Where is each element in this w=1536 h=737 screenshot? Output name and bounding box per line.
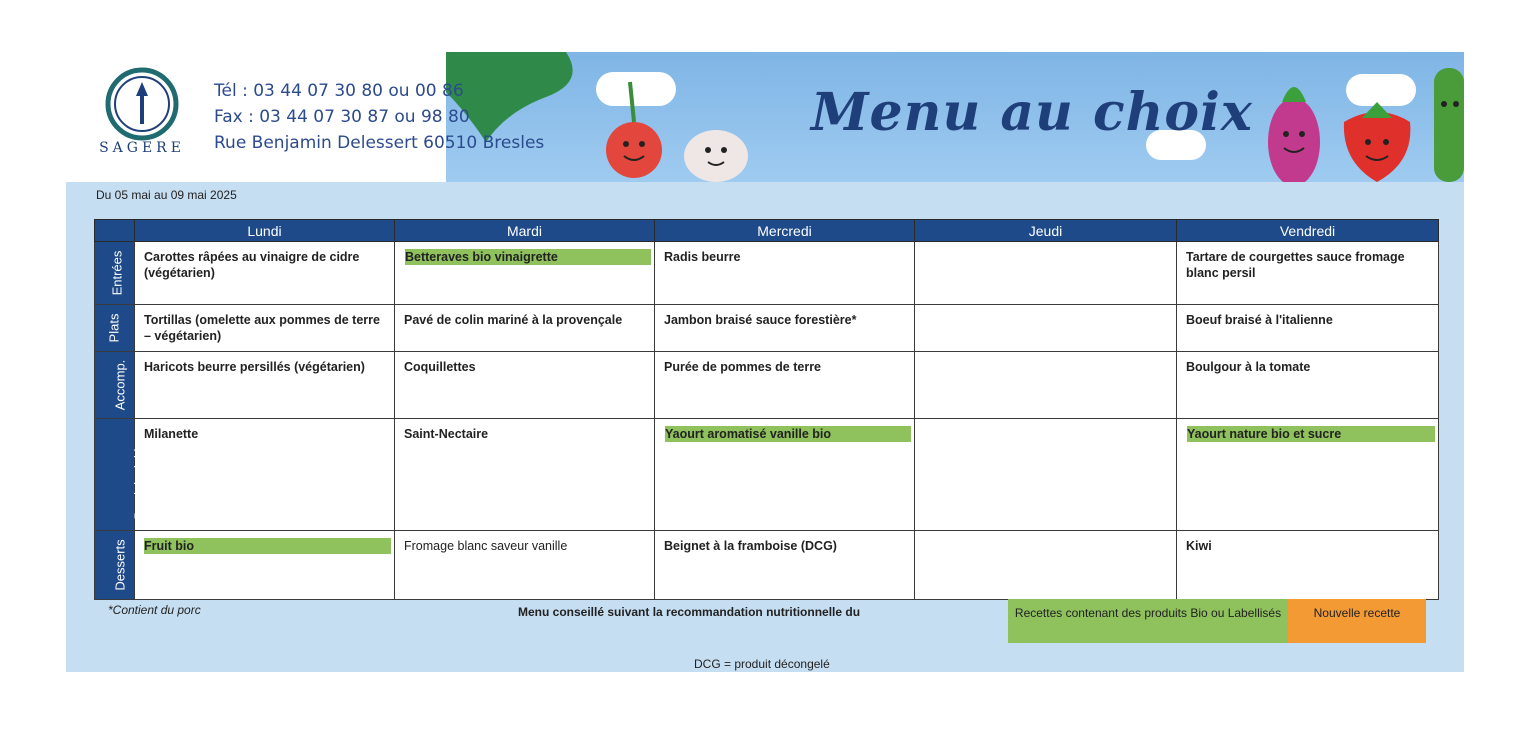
legend-new-recipe: Nouvelle recette xyxy=(1288,599,1426,643)
menu-cell xyxy=(915,352,1177,419)
dish-text-bio: Fruit bio xyxy=(144,538,391,554)
menu-cell xyxy=(655,419,915,531)
dish-text: Carottes râpées au vinaigre de cidre (végétarien) xyxy=(144,250,360,280)
menu-cell xyxy=(135,419,395,531)
menu-cell xyxy=(915,242,1177,305)
dish-text: Boeuf braisé à l'italienne xyxy=(1186,313,1333,327)
address-line: Rue Benjamin Delessert 60510 Bresles xyxy=(214,133,545,153)
pork-note: *Contient du porc xyxy=(108,603,201,617)
day-header-mardi: Mardi xyxy=(395,220,655,242)
menu-cell xyxy=(135,242,395,305)
menu-cell xyxy=(135,352,395,419)
dcg-note: DCG = produit décongelé xyxy=(694,657,830,671)
dish-text: Saint-Nectaire xyxy=(404,427,489,441)
dish-text: Pavé de colin mariné à la provençale xyxy=(404,313,623,327)
day-header-mercredi: Mercredi xyxy=(655,220,915,242)
dish-text: Kiwi xyxy=(1186,539,1212,553)
menu-cell xyxy=(1177,305,1439,352)
fax-line: Fax : 03 44 07 30 87 ou 98 80 xyxy=(214,107,470,127)
dish-text: Beignet à la framboise (DCG) xyxy=(664,539,837,553)
table-row xyxy=(95,419,1439,531)
row-label-text: Desserts xyxy=(112,539,128,591)
legend-bio: Recettes contenant des produits Bio ou Labellisés xyxy=(1008,599,1288,643)
recommendation-note: Menu conseillé suivant la recommandation nutritionnelle du xyxy=(518,605,861,619)
table-row xyxy=(95,531,1439,600)
row-label-entrees xyxy=(95,242,135,305)
contact-block xyxy=(214,78,544,156)
dish-text: Coquillettes xyxy=(404,360,476,374)
row-label-desserts xyxy=(95,531,135,600)
menu-table xyxy=(94,219,1439,600)
dish-text: Milanette xyxy=(144,427,199,441)
dish-text: Tortillas (omelette aux pommes de terre – végétarien) xyxy=(144,313,380,343)
row-label-text: Plats xyxy=(106,313,122,343)
page-title: Menu au choix xyxy=(811,82,1253,143)
dish-text: Jambon braisé sauce forestière* xyxy=(664,313,857,327)
row-label-text: Produits laitiers xyxy=(131,430,147,519)
row-label-text: Accomp. xyxy=(112,359,128,411)
dish-text: Haricots beurre persillés (végétarien) xyxy=(144,360,365,374)
menu-cell xyxy=(655,305,915,352)
day-header-jeudi: Jeudi xyxy=(915,220,1177,242)
menu-cell xyxy=(655,531,915,600)
table-row xyxy=(95,242,1439,305)
sagere-logo xyxy=(96,64,188,156)
menu-cell xyxy=(915,305,1177,352)
menu-cell xyxy=(395,419,655,531)
menu-cell xyxy=(395,352,655,419)
dish-text-bio: Yaourt aromatisé vanille bio xyxy=(665,426,911,442)
dish-text-bio: Betteraves bio vinaigrette xyxy=(405,249,651,265)
menu-cell xyxy=(915,419,1177,531)
table-row xyxy=(95,305,1439,352)
menu-period: Du 05 mai au 09 mai 2025 xyxy=(96,188,237,202)
menu-cell xyxy=(1177,352,1439,419)
menu-cell xyxy=(1177,531,1439,600)
day-header-lundi: Lundi xyxy=(135,220,395,242)
row-label-produits-laitiers xyxy=(95,419,147,531)
menu-cell xyxy=(395,531,655,600)
table-row xyxy=(95,352,1439,419)
menu-cell xyxy=(655,242,915,305)
row-label-plats xyxy=(95,305,135,352)
day-header-vendredi: Vendredi xyxy=(1177,220,1439,242)
menu-cell xyxy=(655,352,915,419)
header-banner xyxy=(66,52,1464,182)
menu-cell xyxy=(1177,242,1439,305)
menu-cell xyxy=(915,531,1177,600)
dish-text: Purée de pommes de terre xyxy=(664,360,822,374)
menu-cell xyxy=(135,305,395,352)
logo-text: SAGERE xyxy=(99,140,185,156)
dish-text: Fromage blanc saveur vanille xyxy=(404,539,568,553)
table-corner xyxy=(95,220,135,242)
menu-cell xyxy=(1177,419,1439,531)
menu-cell xyxy=(135,531,395,600)
dish-text-bio: Yaourt nature bio et sucre xyxy=(1187,426,1435,442)
menu-cell xyxy=(395,242,655,305)
row-label-accomp xyxy=(95,352,135,419)
row-label-text: Entrées xyxy=(109,250,125,296)
dish-text: Tartare de courgettes sauce fromage blanc persil xyxy=(1186,250,1405,280)
menu-cell xyxy=(395,305,655,352)
dish-text: Radis beurre xyxy=(664,250,741,264)
menu-sheet xyxy=(66,182,1464,672)
dish-text: Boulgour à la tomate xyxy=(1186,360,1311,374)
phone-line: Tél : 03 44 07 30 80 ou 00 86 xyxy=(214,81,464,101)
